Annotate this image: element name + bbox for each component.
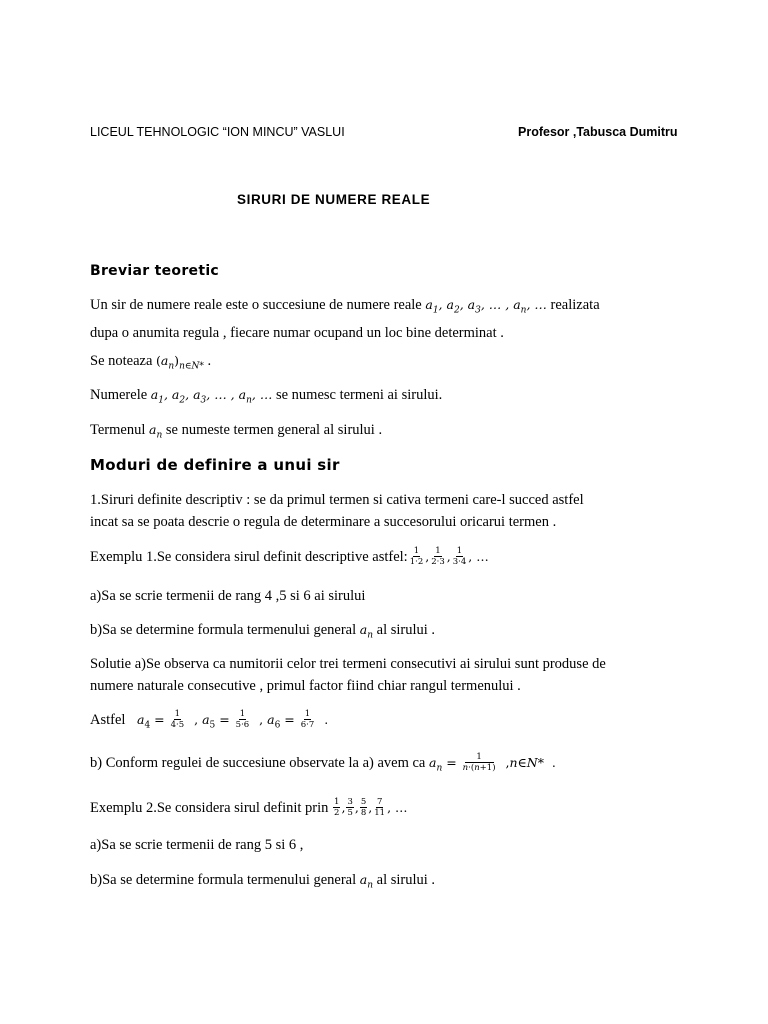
terms-formula: $a_1$, $a_2$, $a_3$, … , $a_n$, … <box>150 387 273 406</box>
example1-b-formula: $a_n$ <box>359 622 374 641</box>
example2-b-text-1: b)Sa se determine formula termenului general <box>90 872 360 888</box>
example1-question-b <box>90 619 680 647</box>
solution-text-1: Solutie a)Se observa ca numitorii celor trei termeni consecutivi ai sirului sunt produse de <box>90 656 606 672</box>
answer-text: b) Conform regulei de succesiune observate la a) avem ca <box>90 755 429 771</box>
example1-b-text-2: al sirului . <box>373 622 436 638</box>
example2-text: Exemplu 2.Se considera sirul definit prin <box>90 800 333 816</box>
sequence-terms-formula: $a_1$, $a_2$, $a_3$, … , $a_n$, … <box>425 297 547 316</box>
general-term-formula: $a_n$ <box>148 422 163 441</box>
solution-terms-line <box>90 709 680 737</box>
example1-text: Exemplu 1.Se considera sirul definit descriptive astfel: <box>90 549 408 565</box>
example2-b-text-2: al sirului . <box>373 872 436 888</box>
school-name: LICEUL TEHNOLOGIC “ION MINCU” VASLUI <box>90 125 345 139</box>
notation-line <box>90 350 680 378</box>
general-text-2: se numeste termen general al sirului . <box>162 422 383 438</box>
definition-text-1: Un sir de numere reale este o succesiune de numere reale <box>90 297 426 313</box>
definition-text-2: realizata <box>546 297 600 313</box>
general-term-answer <box>90 752 680 780</box>
astfel-text: Astfel <box>90 712 126 728</box>
example2-question-a: a)Sa se scrie termenii de rang 5 si 6 , <box>90 837 304 853</box>
example2-question-b <box>90 869 680 897</box>
terms-text-2: se numesc termeni ai sirului. <box>272 387 443 403</box>
solution-text-2: numere naturale consecutive , primul factor fiind chiar rangul termenului . <box>90 678 521 694</box>
answer-formula: $a_n$ = $\frac{1}{n\cdot(n+1)}$ ,n∈N* . <box>429 752 556 774</box>
terms-text-1: Numerele <box>90 387 151 403</box>
example1-intro <box>90 546 680 568</box>
definition-paragraph <box>90 294 680 344</box>
section-heading-moduri: Moduri de definire a unui sir <box>90 456 340 474</box>
solution-terms-formula: $a_4$ = $\frac{1}{4\cdot 5}$ , $a_5$ = $\frac{1}{5\cdot 6}$ , $a_6$ = $\frac{1}{6\cdot 7}$ . <box>137 709 329 731</box>
author-name: Profesor ,Tabusca Dumitru <box>518 125 678 139</box>
example2-sequence: $\frac{1}{2}$ , $\frac{3}{5}$ , $\frac{5}{8}$ , $\frac{7}{11}$ , … <box>334 797 408 818</box>
general-text-1: Termenul <box>90 422 149 438</box>
general-term-line <box>90 419 680 447</box>
descriptive-paragraph <box>90 489 680 533</box>
notation-end: . <box>203 353 212 369</box>
descriptive-text-1: 1.Siruri definite descriptiv : se da primul termen si cativa termeni care-l succed astfel <box>90 492 584 508</box>
terms-line <box>90 384 680 412</box>
example2-b-formula: $a_n$ <box>359 872 374 891</box>
page-title: SIRURI DE NUMERE REALE <box>237 192 431 207</box>
definition-text-3: dupa o anumita regula , fiecare numar ocupand un loc bine determinat . <box>90 324 504 341</box>
example1-sequence: $\frac{1}{1\cdot 2}$ , $\frac{1}{2\cdot 3}$ , $\frac{1}{3\cdot 4}$ , … <box>409 546 489 567</box>
example1-b-text-1: b)Sa se determine formula termenului general <box>90 622 360 638</box>
example2-intro <box>90 797 680 819</box>
notation-formula: $(a_n)_{n\in N*}$ <box>156 353 204 372</box>
section-heading-breviar: Breviar teoretic <box>90 263 220 279</box>
solution-paragraph <box>90 653 680 697</box>
descriptive-text-2: incat sa se poata descrie o regula de determinare a succesorului oricarui termen . <box>90 514 557 530</box>
notation-text: Se noteaza <box>90 353 157 369</box>
example1-question-a: a)Sa se scrie termenii de rang 4 ,5 si 6 ai sirului <box>90 588 366 604</box>
